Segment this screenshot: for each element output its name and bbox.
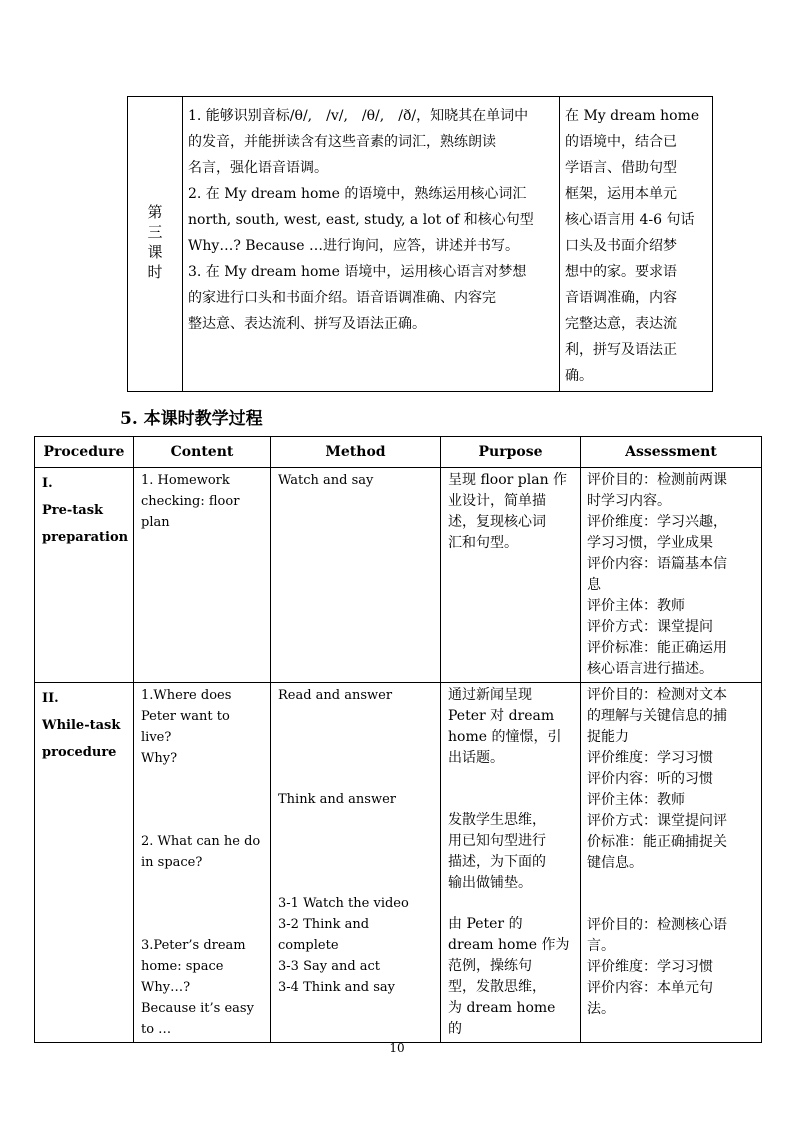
objective-line: 名言，强化语音语调。 xyxy=(188,160,328,176)
content-line: 2. What can he do xyxy=(141,834,261,849)
content-line: in space? xyxy=(141,855,203,870)
purpose-cell xyxy=(441,683,581,1043)
purpose-line: Peter 对 dream xyxy=(448,708,555,724)
method-line: Read and answer xyxy=(278,688,393,703)
method-line: Think and answer xyxy=(278,792,396,807)
purpose-line: 通过新闻呈现 xyxy=(448,687,532,703)
method-line: 3-4 Think and say xyxy=(278,980,395,995)
assessment-cell xyxy=(581,468,762,683)
procedure-number: II. xyxy=(42,691,59,706)
procedure-name: Pre-task xyxy=(42,503,104,518)
procedure-cell xyxy=(35,683,134,1043)
method-cell xyxy=(271,468,441,683)
purpose-line: 汇和句型。 xyxy=(448,535,518,551)
lesson-objectives-table xyxy=(127,96,713,392)
procedure-cell xyxy=(35,468,134,683)
assessment-line: 评价主体：教师 xyxy=(587,598,685,614)
method-cell xyxy=(271,683,441,1043)
procedure-name: While-task xyxy=(42,718,121,733)
procedure-name: preparation xyxy=(42,530,129,545)
objective-line: north, south, west, east, study, a lot of 和核心句型 xyxy=(188,212,534,228)
assessment-line: 评价方式：课堂提问评 xyxy=(587,813,727,829)
assessment-line: 确。 xyxy=(565,368,593,384)
assessment-line: 想中的家。要求语 xyxy=(565,264,677,280)
method-line: 3-1 Watch the video xyxy=(278,896,409,911)
table-row xyxy=(35,468,762,683)
header-row xyxy=(35,437,762,468)
purpose-cell xyxy=(441,468,581,683)
purpose-line: 用已知句型进行 xyxy=(448,833,546,849)
assessment-line: 法。 xyxy=(587,1001,615,1017)
assessment-line: 学习习惯，学业成果 xyxy=(587,535,713,551)
objective-line: 2. 在 My dream home 的语境中，熟练运用核心词汇 xyxy=(188,186,527,202)
procedure-number: I. xyxy=(42,476,53,491)
purpose-line: 业设计，简单描 xyxy=(448,493,546,509)
assessment-line: 时学习内容。 xyxy=(587,493,671,509)
header-procedure: Procedure xyxy=(35,437,134,468)
assessment-line: 利，拼写及语法正 xyxy=(565,342,677,358)
purpose-line: dream home 作为 xyxy=(448,937,570,953)
assessment-line: 评价目的：检测对文本 xyxy=(587,687,727,703)
assessment-line: 核心语言进行描述。 xyxy=(587,661,713,677)
assessment-line: 完整达意，表达流 xyxy=(565,316,677,332)
lesson-label: 第三课时 xyxy=(147,203,163,281)
content-line: 1.Where does xyxy=(141,688,232,703)
assessment-line: 评价内容：听的习惯 xyxy=(587,771,713,787)
section-title: 5. 本课时教学过程 xyxy=(120,409,263,429)
content-cell xyxy=(134,468,271,683)
assessment-line: 评价标准：能正确运用 xyxy=(587,640,727,656)
method-line: Watch and say xyxy=(278,473,374,488)
purpose-line: 出话题。 xyxy=(448,750,504,766)
content-line: 1. Homework xyxy=(141,473,230,488)
page-number: 10 xyxy=(389,1041,405,1055)
objective-line: 1. 能够识别音标/θ/, /v/, /θ/, /ð/，知晓其在单词中 xyxy=(188,108,529,124)
assessment-line: 音语调准确，内容 xyxy=(565,290,677,306)
lesson-assessment-cell xyxy=(560,97,713,392)
method-line: 3-3 Say and act xyxy=(278,959,381,974)
assessment-line: 核心语言用 4-6 句话 xyxy=(565,212,695,228)
purpose-line: 呈现 floor plan 作 xyxy=(448,472,568,488)
assessment-line: 评价主体：教师 xyxy=(587,792,685,808)
purpose-line: 范例，操练句 xyxy=(448,958,532,974)
assessment-line: 捉能力 xyxy=(587,729,629,745)
content-cell xyxy=(134,683,271,1043)
content-line: checking: floor xyxy=(141,494,240,509)
content-line: Peter want to live? xyxy=(141,709,230,745)
purpose-line: home 的憧憬，引 xyxy=(448,729,562,745)
content-line: Why? xyxy=(141,751,178,766)
assessment-line: 框架，运用本单元 xyxy=(565,186,677,202)
content-line: plan xyxy=(141,515,170,530)
content-line: 3.Peter’s dream xyxy=(141,938,246,953)
assessment-line: 键信息。 xyxy=(587,855,643,871)
assessment-line: 的理解与关键信息的捕 xyxy=(587,708,727,724)
assessment-line: 口头及书面介绍梦 xyxy=(565,238,677,254)
teaching-process-table xyxy=(34,436,762,1043)
assessment-line: 的语境中，结合已 xyxy=(565,134,677,150)
assessment-line: 评价目的：检测前两课 xyxy=(587,472,727,488)
content-line: Because it’s easy xyxy=(141,1001,254,1016)
content-line: home: space xyxy=(141,959,224,974)
purpose-line: 发散学生思维， xyxy=(448,812,546,828)
content-line: to … xyxy=(141,1022,172,1037)
objective-line: 3. 在 My dream home 语境中，运用核心语言对梦想 xyxy=(188,264,527,280)
method-line: 3-2 Think and complete xyxy=(278,917,370,953)
assessment-line: 在 My dream home xyxy=(565,108,700,124)
assessment-line: 评价内容：本单元句 xyxy=(587,980,713,996)
assessment-line: 学语言、借助句型 xyxy=(565,160,677,176)
purpose-line: 由 Peter 的 xyxy=(448,916,523,932)
header-purpose: Purpose xyxy=(441,437,581,468)
purpose-line: 描述，为下面的 xyxy=(448,854,546,870)
purpose-line: 输出做铺垫。 xyxy=(448,875,532,891)
purpose-line: 述，复现核心词 xyxy=(448,514,546,530)
content-line: Why…? xyxy=(141,980,191,995)
assessment-line: 评价目的：检测核心语 xyxy=(587,917,727,933)
objectives-cell xyxy=(183,97,560,392)
header-method: Method xyxy=(271,437,441,468)
assessment-line: 价标准：能正确捕捉关 xyxy=(587,834,727,850)
purpose-line: 型，发散思维， xyxy=(448,979,546,995)
header-content: Content xyxy=(134,437,271,468)
assessment-line: 评价内容：语篇基本信 xyxy=(587,556,727,572)
assessment-line: 评价维度：学习习惯 xyxy=(587,959,713,975)
header-assessment: Assessment xyxy=(581,437,762,468)
objective-line: 整达意、表达流利、拼写及语法正确。 xyxy=(188,316,426,332)
objective-line: 的家进行口头和书面介绍。语音语调准确、内容完 xyxy=(188,290,496,306)
assessment-line: 评价维度：学习兴趣， xyxy=(587,514,727,530)
assessment-line: 评价维度：学习习惯 xyxy=(587,750,713,766)
table-row xyxy=(35,683,762,1043)
procedure-name: procedure xyxy=(42,745,117,760)
assessment-line: 评价方式：课堂提问 xyxy=(587,619,713,635)
purpose-line: 为 dream home 的 xyxy=(448,1000,556,1037)
lesson-label-cell xyxy=(128,97,183,392)
assessment-cell xyxy=(581,683,762,1043)
objective-line: Why…? Because …进行询问，应答，讲述并书写。 xyxy=(188,238,519,254)
assessment-line: 言。 xyxy=(587,938,615,954)
objective-line: 的发音，并能拼读含有这些音素的词汇，熟练朗读 xyxy=(188,134,496,150)
assessment-line: 息 xyxy=(587,577,601,593)
